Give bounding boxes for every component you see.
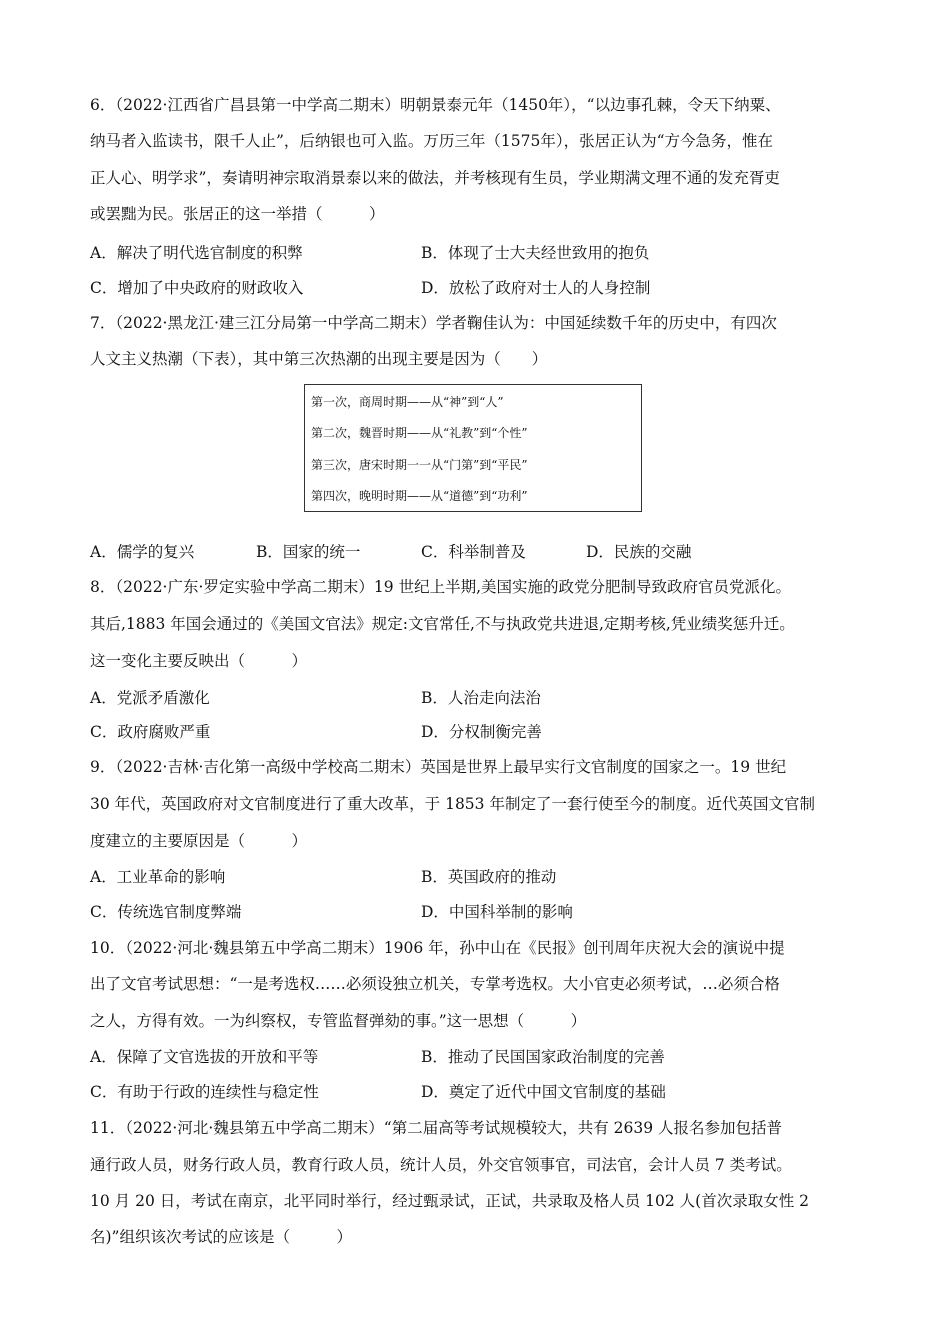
option-d[interactable]: D．放松了政府对士人的人身控制: [421, 279, 651, 297]
question-text-line: 9．（2022·吉林·吉化第一高级中学校高二期末）英国是世界上最早实行文官制度的国家之一。19 世纪: [90, 758, 787, 776]
question-text-line: 度建立的主要原因是（ ）: [90, 832, 308, 850]
option-b[interactable]: B．人治走向法治: [421, 689, 541, 707]
question-text-line: 8．（2022·广东·罗定实验中学高二期末）19 世纪上半期,美国实施的政党分肥制导致政府官员党派化。: [90, 578, 791, 596]
option-d[interactable]: D．民族的交融: [586, 543, 692, 561]
option-c[interactable]: C．增加了中央政府的财政收入: [90, 279, 304, 297]
question-text-line: 之人，方得有效。一为纠察权，专管监督弹劾的事。”这一思想（ ）: [90, 1012, 587, 1030]
table-row: 第四次，晚明时期——从“道德”到“功利”: [311, 489, 528, 503]
question-text-line: 出了文官考试思想：“一是考选权……必须设独立机关，专掌考选权。大小官吏必须考试，…必须合格: [90, 975, 780, 993]
option-b[interactable]: B．推动了民国国家政治制度的完善: [421, 1048, 665, 1066]
table-row: 第一次，商周时期——从“神”到“人”: [311, 395, 504, 409]
question-text-line: 10 月 20 日，考试在南京，北平同时举行，经过甄录试，正试，共录取及格人员 102 人(首次录取女性 2: [90, 1192, 810, 1210]
option-d[interactable]: D．分权制衡完善: [421, 723, 542, 741]
option-c[interactable]: C．政府腐败严重: [90, 723, 211, 741]
question-text-line: 通行政人员，财务行政人员，教育行政人员，统计人员，外交官领事官，司法官，会计人员 7 类考试。: [90, 1156, 792, 1174]
table-row: 第三次，唐宋时期一一从“门第”到“平民”: [311, 458, 528, 472]
table-row: 第二次，魏晋时期——从“礼教”到“个性”: [311, 426, 528, 440]
question-text-line: 正人心、明学求”，奏请明神宗取消景泰以来的做法，并考核现有生员，学业期满文理不通的发充胥吏: [90, 169, 780, 187]
option-c[interactable]: C．科举制普及: [421, 543, 526, 561]
question-text-line: 人文主义热潮（下表），其中第三次热潮的出现主要是因为（ ）: [90, 350, 548, 368]
option-a[interactable]: A．儒学的复兴: [90, 543, 195, 561]
option-b[interactable]: B．国家的统一: [256, 543, 361, 561]
option-c[interactable]: C．有助于行政的连续性与稳定性: [90, 1083, 319, 1101]
question-text-line: 这一变化主要反映出（ ）: [90, 652, 308, 670]
option-a[interactable]: A．解决了明代选官制度的积弊: [90, 244, 303, 262]
option-a[interactable]: A．工业革命的影响: [90, 868, 226, 886]
question-text-line: 11．（2022·河北·魏县第五中学高二期末）“第二届高等考试规模较大，共有 2639 人报名参加包括普: [90, 1119, 783, 1137]
question-text-line: 纳马者入监读书，限千人止”，后纳银也可入监。万历三年（1575年），张居正认为“方今急务，惟在: [90, 132, 774, 150]
option-c[interactable]: C．传统选官制度弊端: [90, 903, 242, 921]
option-d[interactable]: D．奠定了近代中国文官制度的基础: [421, 1083, 666, 1101]
question-text-line: 6．（2022·江西省广昌县第一中学高二期末）明朝景泰元年（1450年），“以边事孔棘，令天下纳粟、: [90, 96, 781, 114]
option-b[interactable]: B．英国政府的推动: [421, 868, 557, 886]
option-a[interactable]: A．党派矛盾激化: [90, 689, 210, 707]
question-text-line: 30 年代，英国政府对文官制度进行了重大改革，于 1853 年制定了一套行使至今的制度。近代英国文官制: [90, 795, 815, 813]
question-text-line: 7．（2022·黑龙江·建三江分局第一中学高二期末）学者鞠佳认为：中国延续数千年的历史中，有四次: [90, 314, 777, 332]
option-a[interactable]: A．保障了文官选拔的开放和平等: [90, 1048, 319, 1066]
question-text-line: 10．（2022·河北·魏县第五中学高二期末）1906 年，孙中山在《民报》创刊周年庆祝大会的演说中提: [90, 939, 785, 957]
question-text-line: 名)”组织该次考试的应该是（ ）: [90, 1228, 352, 1246]
question-text-line: 其后,1883 年国会通过的《美国文官法》规定:文官常任,不与执政党共进退,定期考核,凭业绩奖惩升迁。: [90, 615, 795, 633]
humanism-table: [304, 384, 642, 512]
question-text-line: 或罢黜为民。张居正的这一举措（ ）: [90, 205, 385, 223]
option-d[interactable]: D．中国科举制的影响: [421, 903, 573, 921]
option-b[interactable]: B．体现了士大夫经世致用的抱负: [421, 244, 650, 262]
